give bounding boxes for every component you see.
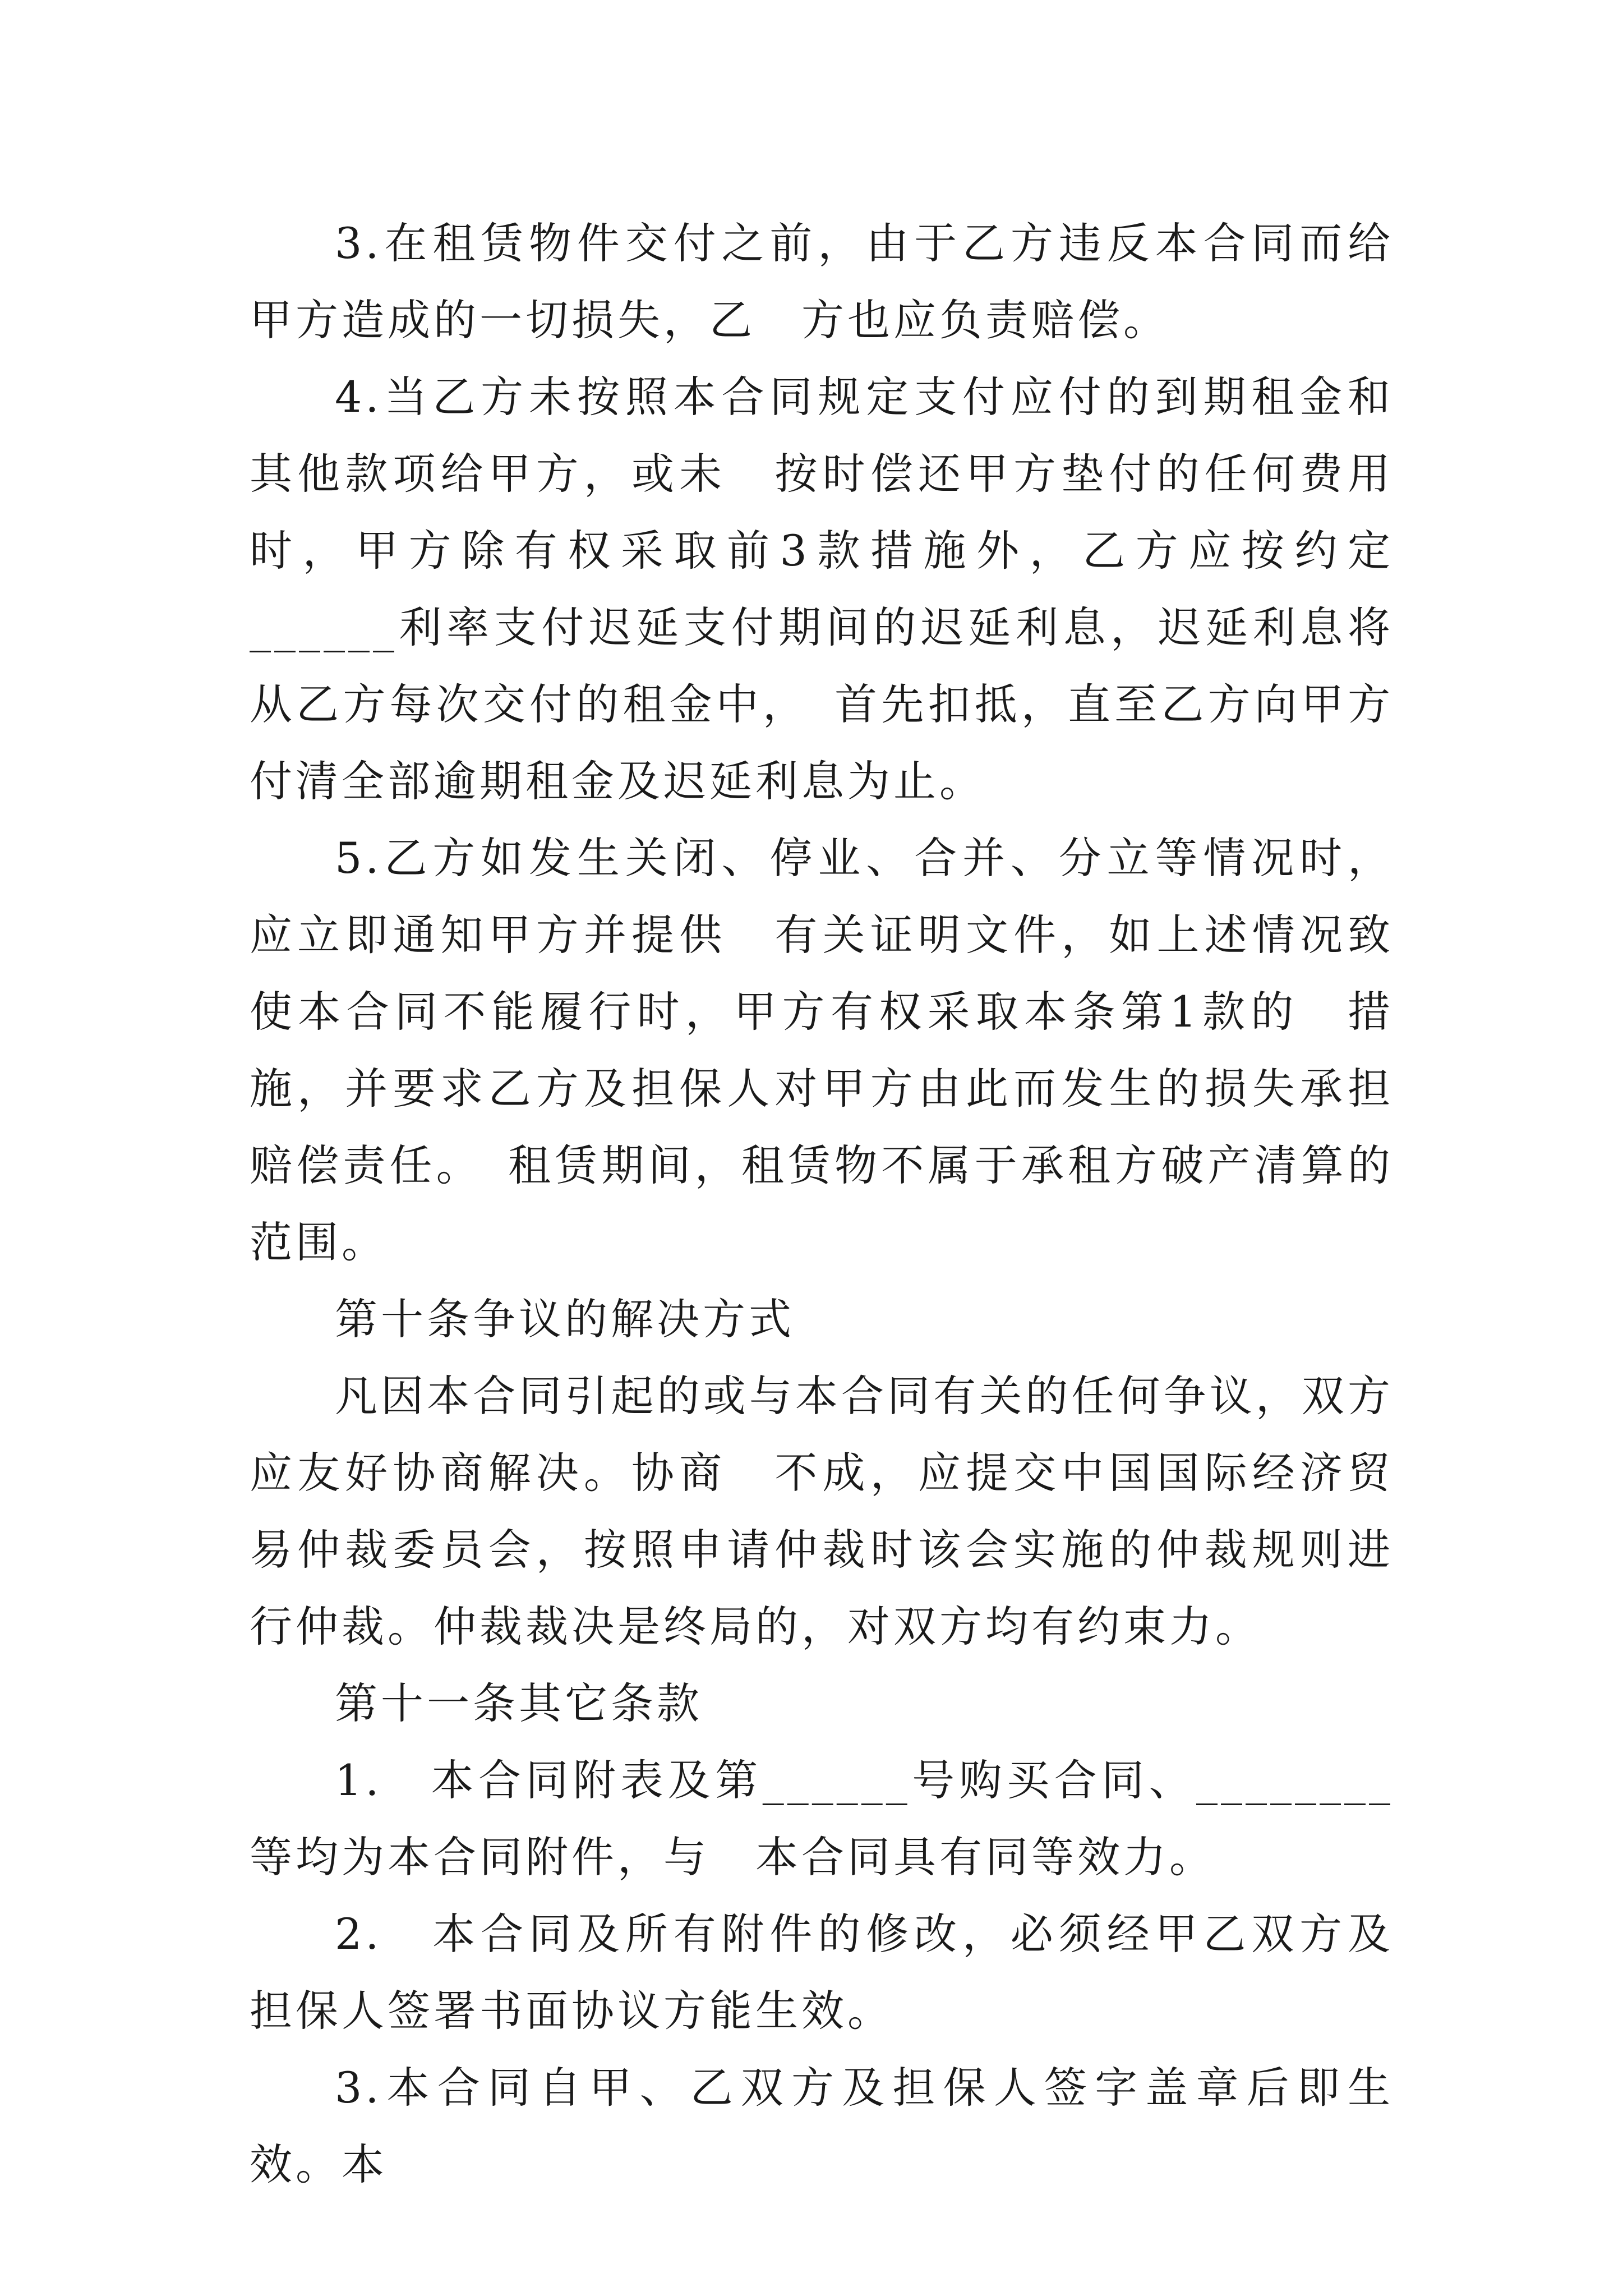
article-10-heading: 第十条争议的解决方式 — [335, 1294, 795, 1344]
other-terms-item-3: 3.本合同自甲、乙双方及担保人签字盖章后即生效。本 — [250, 2063, 1394, 2189]
article-11-heading: 第十一条其它条款 — [335, 1678, 703, 1728]
clause-4-paragraph: 4.当乙方未按照本合同规定支付应付的到期租金和其他款项给甲方，或未 按时偿还甲方垫付的任何费用时，甲方除有权采取前3款措施外，乙方应按约定 ______利率支付迟延支付期间的迟延利息，迟延利息将从乙方每次交付的租金中， 首先扣抵，直至乙方向甲方付清全部逾期租金及迟延利息为止。 — [250, 372, 1440, 806]
clause-3-paragraph: 3.在租赁物件交付之前，由于乙方违反本合同而给甲方造成的一切损失，乙 方也应负责赔偿。 — [250, 218, 1394, 345]
other-terms-item-1: 1. 本合同附表及第______号购买合同、________等均为本合同附件，与 本合同具有同等效力。 — [250, 1755, 1394, 1882]
dispute-resolution-paragraph: 凡因本合同引起的或与本合同有关的任何争议，双方应友好协商解决。协商 不成，应提交中国国际经济贸易仲裁委员会，按照申请仲裁时该会实施的仲裁规则进行仲裁。仲裁裁决是终局的，对双方均有约束力。 — [250, 1371, 1394, 1651]
clause-5-paragraph: 5.乙方如发生关闭、停业、合并、分立等情况时，应立即通知甲方并提供 有关证明文件，如上述情况致使本合同不能履行时，甲方有权采取本条第1款的 措施，并要求乙方及担保人对甲方由此而发生的损失承担赔偿责任。 租赁期间，租赁物不属于承租方破产清算的范围。 — [250, 833, 1394, 1267]
document-body — [250, 205, 1440, 2203]
other-terms-item-2: 2. 本合同及所有附件的修改，必须经甲乙双方及担保人签署书面协议方能生效。 — [250, 1909, 1394, 2036]
